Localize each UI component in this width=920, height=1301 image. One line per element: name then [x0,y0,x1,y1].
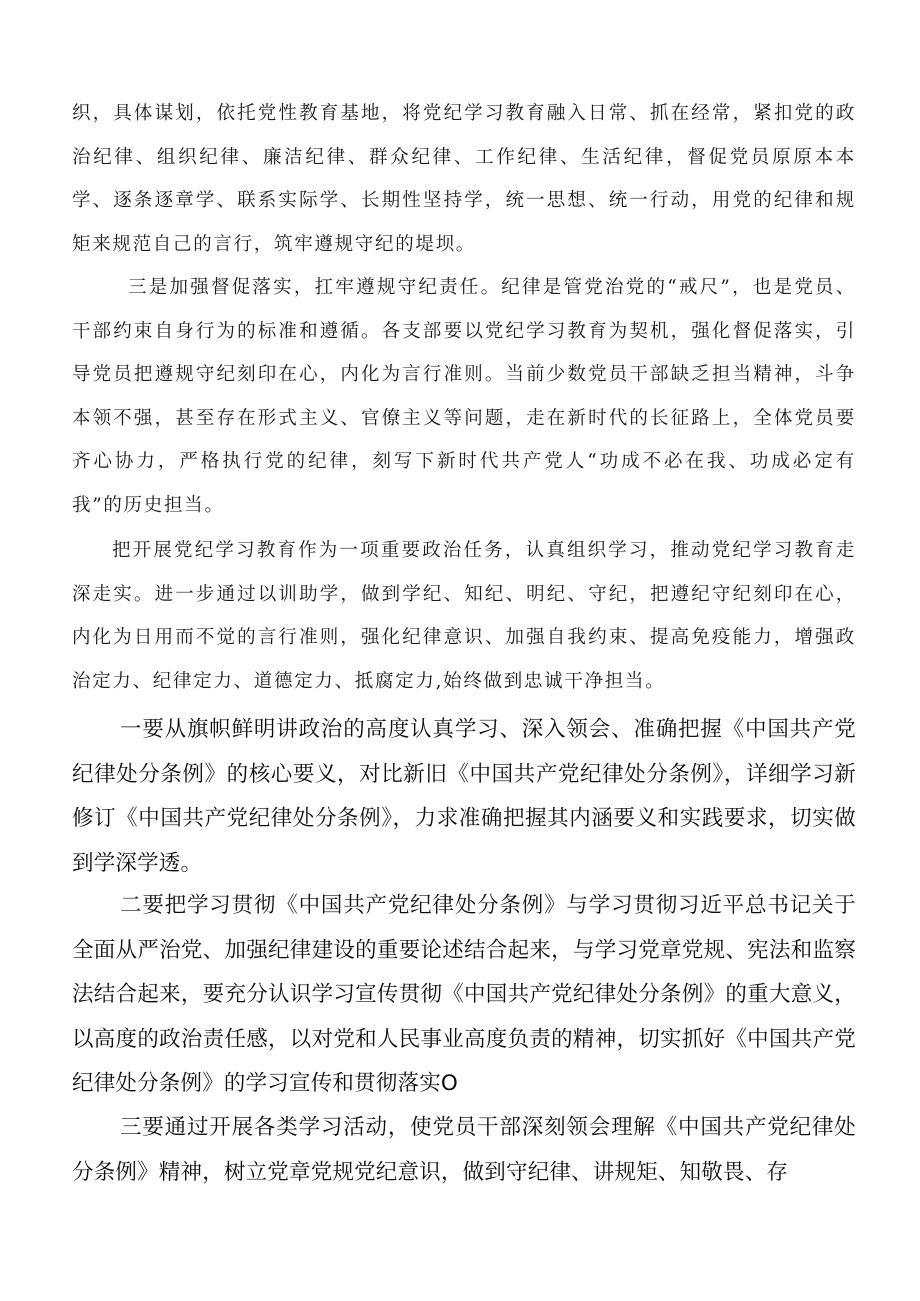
paragraph-1: 织，具体谋划，依托党性教育基地，将党纪学习教育融入日常、抓在经常，紧扣党的政治纪律、组织纪律、廉洁纪律、群众纪律、工作纪律、生活纪律，督促党员原原本本学、逐条逐章学、联系实际学、长期性坚持学，统一思想、统一行动，用党的纪律和规矩来规范自己的言行，筑牢遵规守纪的堤坝。 [72,103,856,255]
paragraph-5: 二要把学习贯彻《中国共产党纪律处分条例》与学习贯彻习近平总书记关于全面从严治党、加强纪律建设的重要论述结合起来，与学习党章党规、宪法和监察法结合起来，要充分认识学习宣传贯彻《中国共产党纪律处分条例》的重大意义，以高度的政治责任感，以对党和人民事业高度负责的精神，切实抓好《中国共产党纪律处分条例》的学习宣传和贯彻落实O [72,893,856,1096]
paragraph-6: 三要通过开展各类学习活动，使党员干部深刻领会理解《中国共产党纪律处分条例》精神，树立党章党规党纪意识，做到守纪律、讲规矩、知敬畏、存 [72,1115,856,1185]
paragraph-2: 三是加强督促落实，扛牢遵规守纪责任。纪律是管党治党的“戒尺”，也是党员、干部约束自身行为的标准和遵循。各支部要以党纪学习教育为契机，强化督促落实，引导党员把遵规守纪刻印在心，内化为言行准则。当前少数党员干部缺乏担当精神，斗争本领不强，甚至存在形式主义、官僚主义等问题，走在新时代的长征路上，全体党员要齐心协力，严格执行党的纪律，刻写下新时代共产党人“功成不必在我、功成必定有我”的历史担当。 [72,277,856,516]
paragraph-4: 一要从旗帜鲜明讲政治的高度认真学习、深入领会、准确把握《中国共产党纪律处分条例》的核心要义，对比新旧《中国共产党纪律处分条例》，详细学习新修订《中国共产党纪律处分条例》，力求准确把握其内涵要义和实践要求，切实做到学深学透。 [72,717,856,876]
paragraph-3: 把开展党纪学习教育作为一项重要政治任务，认真组织学习，推动党纪学习教育走深走实。进一步通过以训助学，做到学纪、知纪、明纪、守纪，把遵纪守纪刻印在心，内化为日用而不觉的言行准则，强化纪律意识、加强自我约束、提高免疫能力，增强政治定力、纪律定力、道德定力、抵腐定力,始终做到忠诚干净担当。 [72,540,856,692]
